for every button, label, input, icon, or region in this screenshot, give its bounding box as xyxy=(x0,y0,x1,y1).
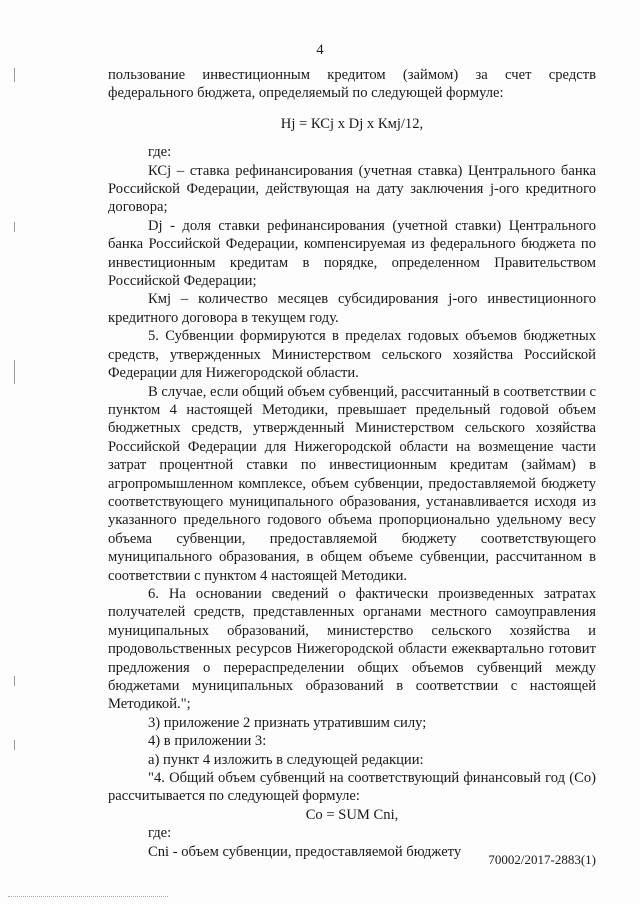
paragraph: 5. Субвенции формируются в пределах годовых объемов бюджетных средств, утвержденных Министерством сельского хозяйства Российской Федерации для Нижегородской области. xyxy=(108,328,596,382)
formula: Hj = КСj x Dj x Кмj/12, xyxy=(280,115,424,132)
page-number: 4 xyxy=(316,42,324,58)
paragraph: Кмj – количество месяцев субсидирования j-ого инвестиционного кредитного договора в текущем году. xyxy=(108,291,596,326)
scan-margin-mark xyxy=(14,676,15,686)
scan-margin-mark xyxy=(14,222,15,232)
paragraph: В случае, если общий объем субвенций, рассчитанный в соответствии с пунктом 4 настоящей Методики, превышает предельный годовой объем бюджетных средств, утвержденный Министерством сельского хозяйства Российской Федерации для Нижегородской области на возмещение части затрат процентной ставки по инвестиционным кредитам (займам) в агропромышленном комплексе, объем субвенции, предоставляемой бюджету соответствующего муниципального образования, устанавливается исходя из указанного предельного годового объема пропорционально удельному весу объема субвенции, предоставляемой бюджету соответствующего муниципального образования, в общем объеме субвенции, рассчитанном в соответствии с пунктом 4 настоящей Методики. xyxy=(108,383,596,584)
paragraph: 3) приложение 2 признать утратившим силу; xyxy=(148,714,427,731)
paragraph: 6. На основании сведений о фактически произведенных затратах получателей средств, представленных органами местного самоуправления муниципальных образований, министерство сельского хозяйства и продовольственных ресурсов Нижегородской области ежеквартально готовит предложения о перераспределении общих объемов субвенций между бюджетами муниципальных образований в соответствии с настоящей Методикой."; xyxy=(108,585,596,713)
paragraph: а) пункт 4 изложить в следующей редакции: xyxy=(148,751,424,768)
paragraph: Dj - доля ставки рефинансирования (учетной ставки) Центрального банка Российской Федерации, компенсируемая из федерального бюджета по инвестиционным кредитам в порядке, определенном Правительством Российской Федерации; xyxy=(108,217,596,290)
paragraph: пользование инвестиционным кредитом (займом) за счет средств федерального бюджета, определяемый по следующей формуле: xyxy=(108,67,596,102)
document-code: 70002/2017-2883(1) xyxy=(488,852,596,867)
paragraph: где: xyxy=(148,825,172,842)
paragraph: "4. Общий объем субвенций на соответствующий финансовый год (Со) рассчитывается по следующей формуле: xyxy=(108,770,596,805)
document-body xyxy=(108,66,596,861)
scan-margin-mark xyxy=(14,740,15,750)
paragraph: 4) в приложении 3: xyxy=(148,733,267,750)
scan-margin-mark xyxy=(14,360,15,384)
formula: Со = SUM Сni, xyxy=(305,806,399,823)
scan-margin-mark xyxy=(14,68,15,82)
paragraph: КСj – ставка рефинансирования (учетная ставка) Центрального банка Российской Федерации, действующая на дату заключения j-ого кредитного договора; xyxy=(108,162,596,216)
paragraph: Сni - объем субвенции, предоставляемой бюджету xyxy=(148,843,462,860)
scan-bottom-marks xyxy=(8,896,168,901)
paragraph: где: xyxy=(148,144,172,161)
